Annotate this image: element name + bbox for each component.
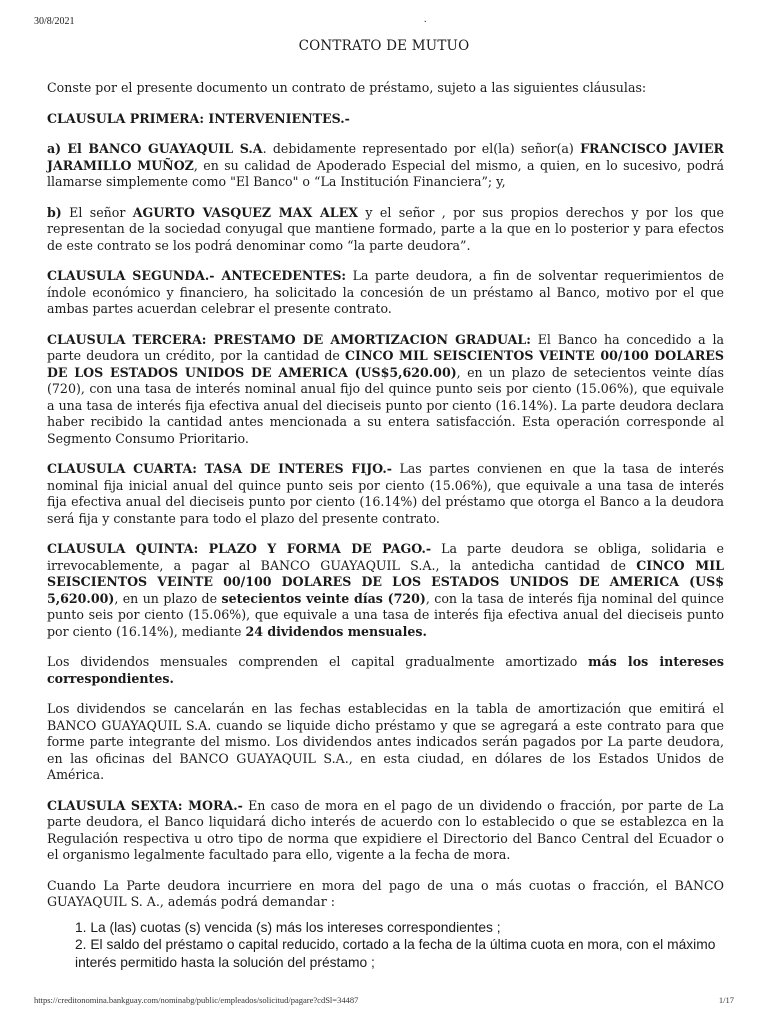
clausula-cuarta-title: CLAUSULA CUARTA: TASA DE INTERES FIJO.- — [47, 461, 393, 476]
clausula-quinta — [47, 541, 724, 640]
item-a-text-1: . debidamente representado por el(la) señor(a) — [262, 141, 581, 156]
clausula-primera-item-b — [47, 205, 724, 255]
clausula-quinta-text-1: La parte deudora se obliga, solidaria e irrevocablemente, a pagar al BANCO GUAYAQUIL S.A., la antedicha cantidad de — [47, 541, 724, 573]
footer-url: https://creditonomina.bankguay.com/nominabg/public/empleados/solicitud/pagare?cdSl=34487 — [34, 995, 359, 1005]
clausula-primera-heading — [47, 111, 724, 128]
payment-term: setecientos veinte días (720) — [221, 590, 426, 606]
clausula-segunda — [47, 268, 724, 318]
dividends-bold: más los intereses correspondientes. — [47, 654, 724, 686]
dividend-count: 24 dividendos mensuales. — [245, 623, 427, 639]
clausula-segunda-text: La parte deudora, a fin de solventar requerimientos de índole económico y financiero, ha solicitado la concesión de un préstamo al Banco, motivo por el que ambas partes acuerdan celebrar el presente contrato. — [47, 268, 724, 316]
footer-page-number: 1/17 — [718, 995, 734, 1005]
clausula-cuarta-text: Las partes convienen en que la tasa de interés nominal fija inicial anual del quince punto seis por ciento (15.06%), que equivale a una tasa de interés fija efectiva anual del dieciseis punto por ciento (16.14%) del préstamo que otorga el Banco a la deudora será fija y constante para todo el plazo del presente contrato. — [47, 461, 724, 526]
loan-amount: CINCO MIL SEISCIENTOS VEINTE 00/100 DOLARES DE LOS ESTADOS UNIDOS DE AMERICA (US$5,620.00) — [47, 348, 724, 380]
default-claims-list — [47, 919, 724, 972]
list-item: 1. La (las) cuotas (s) vencida (s) más los intereses correspondientes ; — [75, 919, 501, 935]
dividends-paragraph — [47, 654, 724, 687]
debtor-name: AGURTO VASQUEZ MAX ALEX — [132, 204, 359, 220]
clausula-sexta-title: CLAUSULA SEXTA: MORA.- — [47, 797, 243, 813]
item-a-label: a) — [47, 141, 62, 156]
clausula-cuarta — [47, 461, 724, 527]
clausula-primera-title: CLAUSULA PRIMERA: INTERVENIENTES.- — [47, 110, 350, 126]
clausula-tercera — [47, 332, 724, 448]
payment-amount: CINCO MIL SEISCIENTOS VEINTE 00/100 DOLARES DE LOS ESTADOS UNIDOS DE AMERICA (US$ 5,620.00) — [47, 557, 724, 606]
list-item: 2. El saldo del préstamo o capital reducido, cortado a la fecha de la última cuota en mora, con el máximo interés permitido hasta la solución del préstamo ; — [75, 937, 716, 970]
default-paragraph: Cuando La Parte deudora incurriere en mora del pago de una o más cuotas o fracción, el BANCO GUAYAQUIL S. A., además podrá demandar : — [47, 877, 724, 909]
clausula-quinta-text-2: , en un plazo de — [114, 590, 222, 606]
clausula-segunda-title: CLAUSULA SEGUNDA.- ANTECEDENTES: — [47, 268, 347, 283]
payment-schedule-paragraph: Los dividendos se cancelarán en las fechas establecidas en la tabla de amortización que emitirá el BANCO GUAYAQUIL S.A. cuando se liquide dicho préstamo y que se agregará a este contrato para que forme parte integrante del mismo. Los dividendos antes indicados serán pagados por La parte deudora, en las oficinas del BANCO GUAYAQUIL S.A., en esta ciudad, en dólares de los Estados Unidos de América. — [47, 701, 724, 782]
clausula-sexta — [47, 798, 724, 864]
intro-paragraph: Conste por el presente documento un contrato de préstamo, sujeto a las siguientes cláusulas: — [47, 80, 647, 95]
item-b-label: b) — [47, 204, 62, 220]
clausula-tercera-text-1: El Banco ha concedido a la parte deudora un crédito, por la cantidad de — [47, 331, 724, 363]
clausula-tercera-title: CLAUSULA TERCERA: PRESTAMO DE AMORTIZACION GRADUAL: — [47, 331, 531, 347]
representative-name: FRANCISCO JAVIER JARAMILLO MUÑOZ — [47, 141, 724, 173]
document-title: CONTRATO DE MUTUO — [298, 38, 470, 54]
clausula-primera-item-a — [47, 141, 724, 191]
document-body — [47, 80, 724, 971]
clausula-sexta-text: En caso de mora en el pago de un dividendo o fracción, por parte de La parte deudora, el Banco liquidará dicho interés de acuerdo con lo establecido o que se establezca en la Regulación respectiva u otro tipo de norma que expidiere el Directorio del Banco Central del Ecuador o el organismo legalmente facultado para ello, vigente a la fecha de mora. — [47, 797, 725, 862]
clausula-tercera-text-2: , en un plazo de setecientos veinte días (720), con una tasa de interés nominal anual fijo del quince punto seis por ciento (15.06%), que equivale a una tasa de interés fija efectiva anual del dieciseis punto por ciento (16.14%). La parte deudora declara haber recibido la cantidad antes mencionada a su entera satisfacción. Esta operación corresponde al Segmento Consumo Prioritario. — [47, 364, 724, 446]
dividends-text: Los dividendos mensuales comprenden el capital gradualmente amortizado — [47, 654, 589, 669]
clausula-quinta-title: CLAUSULA QUINTA: PLAZO Y FORMA DE PAGO.- — [47, 541, 432, 556]
bank-name: El BANCO GUAYAQUIL S.A — [67, 141, 263, 156]
item-b-text-2: y el señor , por sus propios derechos y por los que representan de la sociedad conyugal que mantiene formado, parte a la que en lo posterior y para efectos de este contrato se los podrá denominar como “la parte deudora”. — [47, 204, 724, 253]
header-title-dot: . — [424, 14, 427, 25]
header-date: 30/8/2021 — [34, 16, 75, 27]
item-a-text-2: , en su calidad de Apoderado Especial del mismo, a quien, en lo sucesivo, podrá llamarse simplemente como "El Banco" o “La Institución Financiera”; y, — [47, 157, 724, 189]
item-b-text-1: El señor — [61, 204, 133, 220]
clausula-quinta-text-3: , con la tasa de interés fija nominal del quince punto seis por ciento (15.06%), que equivale a una tasa de interés fija efectiva anual del dieciseis punto por ciento (16.14%), mediante — [47, 590, 724, 639]
